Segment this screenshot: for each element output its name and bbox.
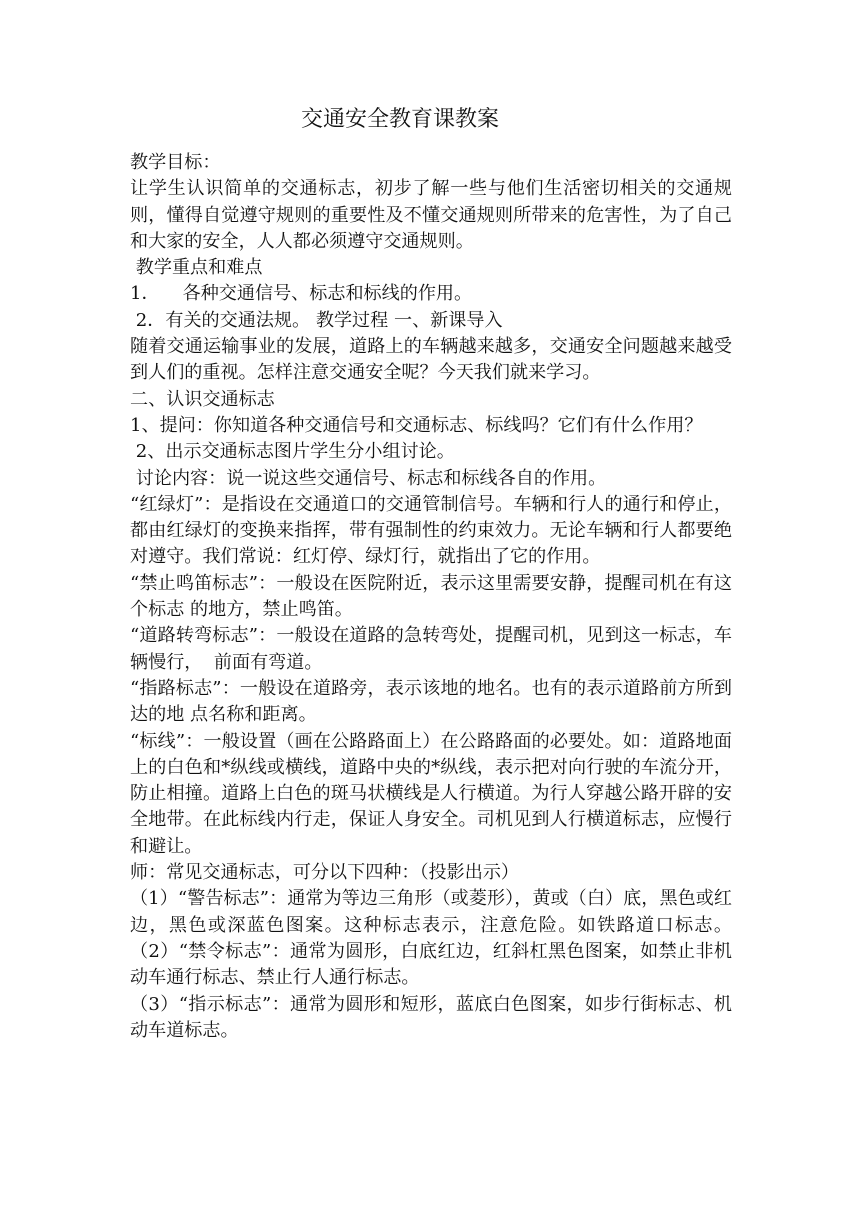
paragraph-warning-prohibition-signs: （1）“警告标志”：通常为等边三角形（或菱形），黄或（白）底，黑色或红边，黑色或深蓝色图案。这种标志表示，注意危险。如铁路道口标志。 （2）“禁令标志”：通常为圆形，白底红边，红斜杠黑色图案，如禁止非机动车通行标志、禁止行人通行标志。 xyxy=(130,888,732,989)
paragraph-discussion-content: 讨论内容：说一说这些交通信号、标志和标线各自的作用。 xyxy=(130,467,607,489)
paragraph-road-markings: “标线”：一般设置（画在公路路面上）在公路路面的必要处。如：道路地面上的白色和*纵线或横线，道路中央的*纵线，表示把对向行驶的车流分开，防止相撞。道路上白色的斑马状横线是人行横道。为行人穿越公路开辟的安全地带。在此标线内行走，保证人身安全。司机见到人行横道标志，应慢行和避让。 xyxy=(130,730,732,857)
paragraph-key-point-1: 1． 各种交通信号、标志和标线的作用。 xyxy=(130,283,473,305)
document-title: 交通安全教育课教案 xyxy=(300,107,499,132)
paragraph-no-horn-sign: “禁止鸣笛标志”：一般设在医院附近，表示这里需要安静，提醒司机在有这个标志 的地方，禁止鸣笛。 xyxy=(130,572,732,621)
paragraph-sign-types-intro: 师：常见交通标志，可分以下四种：（投影出示） xyxy=(130,862,520,884)
paragraph-key-points-heading: 教学重点和难点 xyxy=(130,257,263,279)
paragraph-group-discussion: 2、出示交通标志图片学生分小组讨论。 xyxy=(130,441,455,463)
paragraph-introduction: 随着交通运输事业的发展，道路上的车辆越来越多，交通安全问题越来越受到人们的重视。怎样注意交通安全呢？今天我们就来学习。 xyxy=(130,336,732,384)
paragraph-question: 1、提问：你知道各种交通信号和交通标志、标线吗？它们有什么作用？ xyxy=(130,414,703,436)
paragraph-turn-sign: “道路转弯标志”：一般设在道路的急转弯处，提醒司机，见到这一标志，车辆慢行， 前面有弯道。 xyxy=(130,625,732,673)
document-body xyxy=(130,150,732,1044)
paragraph-objectives-heading: 教学目标： xyxy=(130,152,221,173)
paragraph-section-2-heading: 二、认识交通标志 xyxy=(130,388,275,410)
paragraph-direction-sign: “指路标志”：一般设在道路旁，表示该地的地名。也有的表示道路前方所到达的地 点名称和距离。 xyxy=(130,677,732,726)
paragraph-traffic-light: “红绿灯”：是指设在交通道口的交通管制信号。车辆和行人的通行和停止，都由红绿灯的变换来指挥，带有强制性的约束效力。无论车辆和行人都要绝对遵守。我们常说：红灯停、绿灯行，就指出了它的作用。 xyxy=(130,493,732,568)
paragraph-key-point-2: 2．有关的交通法规。 教学过程 一、新课导入 xyxy=(130,309,503,331)
paragraph-objectives: 让学生认识简单的交通标志，初步了解一些与他们生活密切相关的交通规则，懂得自觉遵守规则的重要性及不懂交通规则所带来的危害性，为了自己和大家的安全，人人都必须遵守交通规则。 xyxy=(130,178,732,252)
paragraph-instruction-signs: （3）“指示标志”：通常为圆形和短形，蓝底白色图案，如步行街标志、机动车道标志。 xyxy=(130,993,732,1041)
